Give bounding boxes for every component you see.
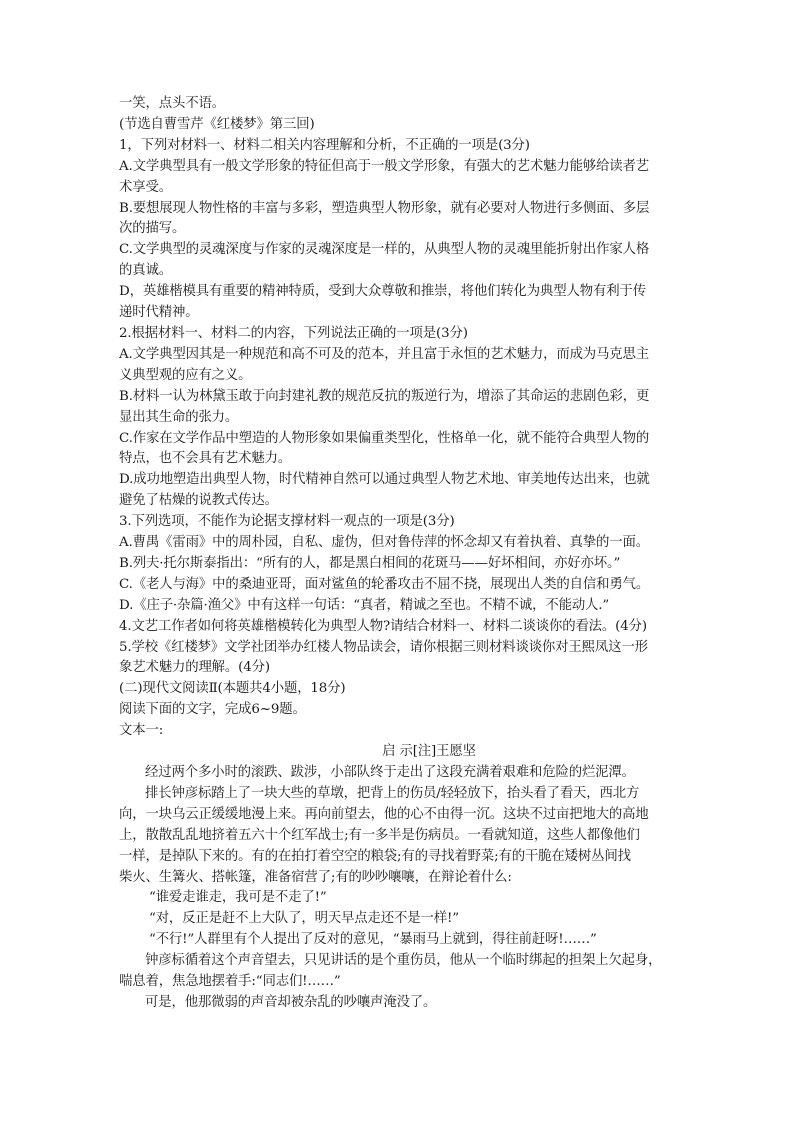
paragraph-line: 可是，他那微弱的声音却被杂乱的吵嚷声淹没了。	[145, 994, 437, 1010]
q3-option-c: C.《老人与海》中的桑迪亚哥，面对鲨鱼的轮番攻击不屈不挠，展现出人类的自信和勇气。	[119, 576, 650, 592]
q2-option-b: B.材料一认为林黛玉敢于向封建礼教的规范反抗的叛逆行为，增添了其命运的悲剧色彩，更	[119, 388, 650, 404]
paragraph-line: 经过两个多小时的滚跌、跋涉，小部队终于走出了这段充满着艰难和危险的烂泥潭。	[145, 765, 635, 780]
q2-option-d-cont: 避免了枯燥的说教式传达。	[119, 493, 278, 509]
q2-option-b-cont: 显出其生命的张力。	[119, 409, 239, 425]
q1-option-c-cont: 的真诚。	[119, 263, 172, 279]
dialogue-line: “谁爱走谁走，我可是不走了!”	[149, 890, 327, 906]
article-title: 启 示[注]王愿坚	[382, 744, 476, 760]
question-5-cont: 象艺术魅力的理解。(4分)	[119, 660, 270, 676]
q2-option-d: D.成功地塑造出典型人物，时代精神自然可以通过典型人物艺术地、审美地传达出来，也就	[119, 472, 650, 488]
q2-option-a: A.文学典型因其是一种规范和高不可及的范本，并且富于永恒的艺术魅力，而成为马克思主	[119, 346, 650, 362]
q1-option-a-cont: 术享受。	[119, 179, 172, 195]
q1-option-b: B.要想展现人物性格的丰富与多彩，塑造典型人物形象，就有必要对人物进行多侧面、多层	[119, 200, 650, 216]
paragraph-line: 钟彦标循着这个声音望去，只见讲话的是个重伤员，他从一个临时绑起的担架上欠起身，	[145, 953, 662, 969]
q3-option-d: D.《庄子·杂篇·渔父》中有这样一句话：“真者，精诚之至也。不精不诚，不能动人.”	[119, 597, 610, 613]
q1-option-c: C.文学典型的灵魂深度与作家的灵魂深度是一样的，从典型人物的灵魂里能折射出作家人格	[119, 242, 650, 258]
paragraph-line: 排长钟彦标踏上了一块大些的草墩，把背上的伤员/轻轻放下，抬头看了看天，西北方	[145, 785, 640, 801]
q1-option-a: A.文学典型具有一般文学形象的特征但高于一般文学形象，有强大的艺术魅力能够给读者艺	[119, 158, 650, 174]
q3-option-b: B.列夫·托尔斯泰指出：“所有的人，都是黑白相间的花斑马——好坏相间，亦好亦坏。”	[119, 555, 621, 571]
q1-option-b-cont: 次的描写。	[119, 221, 186, 237]
dialogue-line: “不行!”人群里有个人提出了反对的意见，“暴雨马上就到，得往前赶呀!……”	[149, 932, 597, 948]
question-4: 4.文艺工作者如何将英雄楷模转化为典型人物?请结合材料一、材料二谈谈你的看法。(4分)	[119, 618, 647, 634]
question-2: 2.根据材料一、材料二的内容，下列说法正确的一项是(3分)	[119, 325, 468, 341]
q2-option-c: C.作家在文学作品中塑造的人物形象如果偏重类型化，性格单一化，就不能符合典型人物的	[119, 430, 650, 446]
question-3: 3.下列选项，不能作为论据支撑材料一观点的一项是(3分)	[119, 514, 455, 530]
paragraph-line: 一样，是掉队下来的。有的在拍打着空空的粮袋;有的寻找着野菜;有的干脆在矮树丛间找	[119, 848, 631, 864]
dialogue-line: “对，反正是赶不上大队了，明天早点走还不是一样!”	[149, 911, 459, 927]
text-one-label: 文本一:	[119, 723, 164, 739]
paragraph-line: 向，一块乌云正缓缓地漫上来。再向前望去，他的心不由得一沉。这块不过亩把地大的高地	[119, 806, 649, 822]
question-1: 1，下列对材料一、材料二相关内容理解和分析，不正确的一项是(3分)	[119, 137, 530, 153]
paragraph-line: 柴火、生篝火、搭帐篷，准备宿营了;有的吵吵嚷嚷，在辩论着什么:	[119, 869, 512, 885]
q2-option-c-cont: 特点，也不会具有艺术魅力。	[119, 451, 292, 467]
paragraph-line: 上，散散乱乱地挤着五六十个红军战士;有一多半是伤病员。一看就知道，这些人都像他们	[119, 827, 640, 843]
section-heading: (二)现代文阅读Ⅱ(本题共4小题，18分)	[119, 681, 346, 697]
source-note: (节选自曹雪芹《红楼梦》第三回)	[119, 116, 315, 132]
reading-instruction: 阅读下面的文字，完成6~9题。	[119, 702, 306, 718]
question-5: 5.学校《红楼梦》文学社团举办红楼人物品读会，请你根据三则材料谈谈你对王熙凤这一形	[119, 639, 648, 655]
q1-option-d-cont: 递时代精神。	[119, 305, 199, 321]
q2-option-a-cont: 义典型观的应有之义。	[119, 367, 252, 383]
q3-option-a: A.曹禺《雷雨》中的周朴园，自私、虚伪，但对鲁侍萍的怀念却又有着执着、真挚的一面。	[119, 535, 650, 551]
paragraph-line: 喘息着，焦急地摆着手:“同志们!……”	[119, 974, 341, 990]
document-page	[119, 94, 679, 1014]
q1-option-d: D，英雄楷模具有重要的精神特质，受到大众尊敬和推崇，将他们转化为典型人物有利于传	[119, 284, 646, 300]
text-line: 一笑，点头不语。	[119, 96, 225, 111]
